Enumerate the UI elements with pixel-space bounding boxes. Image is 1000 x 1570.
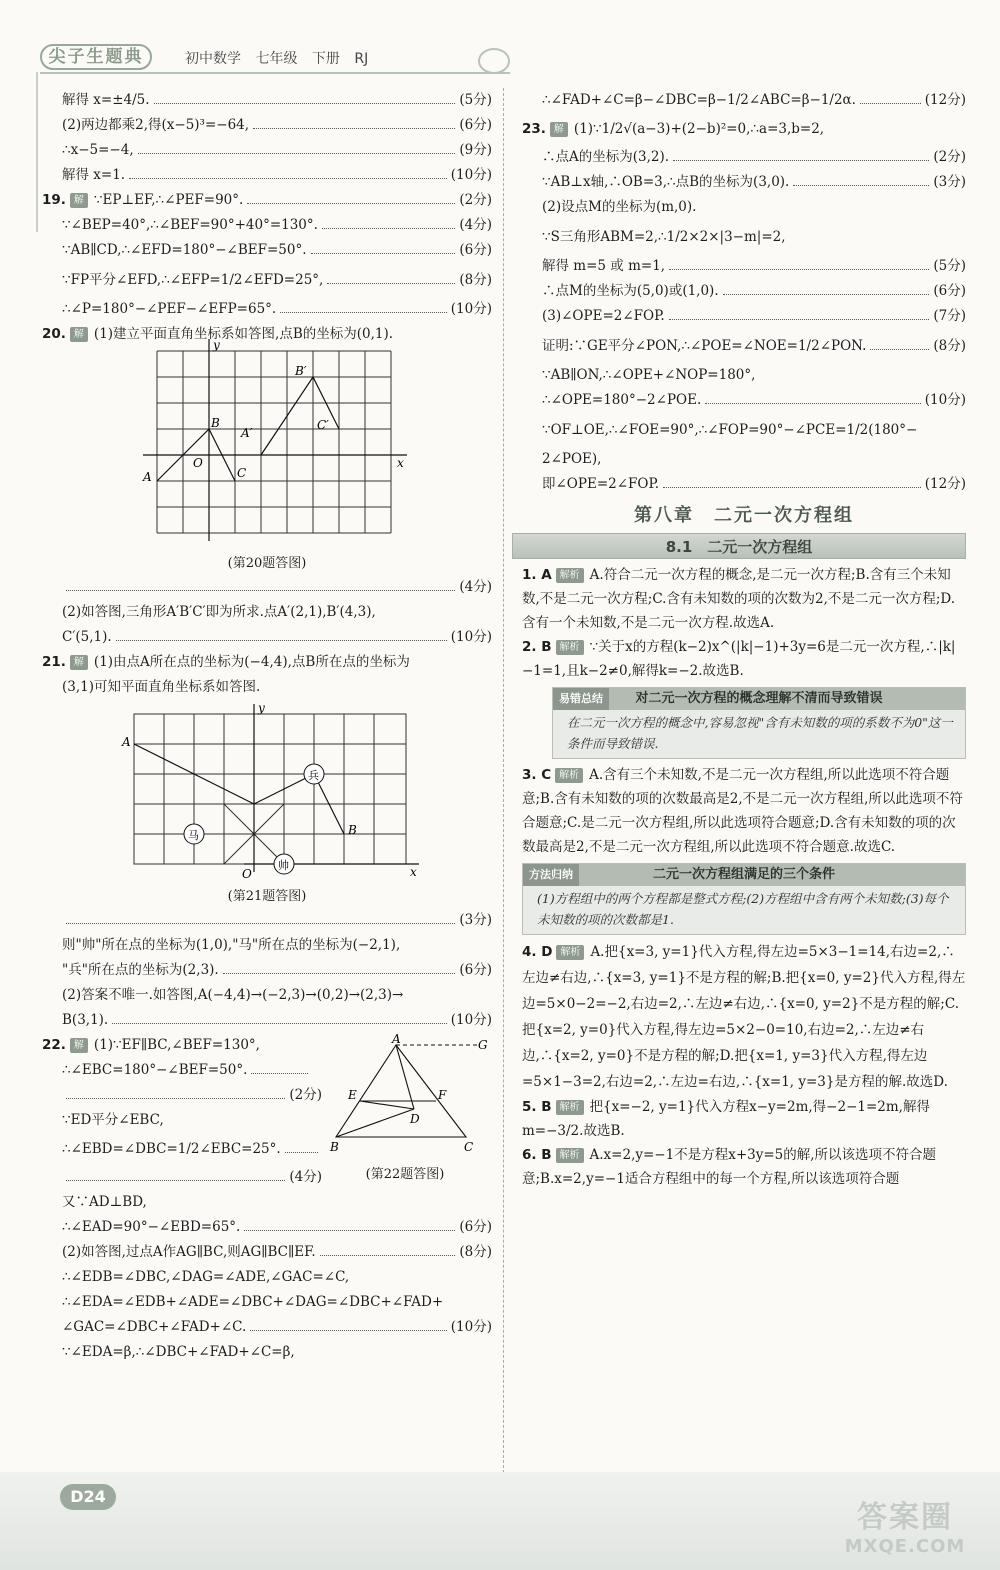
answer-line: 解得 x=1. xyxy=(62,167,126,183)
question-number: 21. xyxy=(42,654,66,670)
q22-triangle-figure xyxy=(330,1032,490,1155)
answer-line: ∴点M的坐标为(5,0)或(1,0). xyxy=(542,283,719,299)
score: (10分) xyxy=(450,301,492,317)
answer-line: 又∵AD⊥BD, xyxy=(62,1194,147,1210)
answer-line: ∴∠EBD=∠DBC=1/2∠EBC=25°. xyxy=(62,1141,281,1157)
score: (4分) xyxy=(459,579,492,595)
label-F: F xyxy=(438,1088,447,1102)
answer-line: ∠GAC=∠DBC+∠FAD+∠C. xyxy=(62,1319,247,1335)
answer-line: (2)两边都乘2,得(x−5)³=−64, xyxy=(62,117,250,133)
watermark-logo xyxy=(820,1500,990,1564)
question-number: 22. xyxy=(42,1037,66,1053)
answer-line: 解得 m=5 或 m=1, xyxy=(542,258,666,274)
score: (6分) xyxy=(459,962,492,978)
label-O: O xyxy=(193,456,203,470)
label-D: D xyxy=(410,1112,420,1126)
score: (10分) xyxy=(450,1319,492,1335)
label-x: x xyxy=(397,456,404,470)
answer-line: (1)∵EF∥BC,∠BEF=130°, xyxy=(93,1037,260,1053)
answer-line: C′(5,1). xyxy=(62,629,112,645)
question-number: 19. xyxy=(42,192,66,208)
q6 xyxy=(522,1143,966,1191)
label-x: x xyxy=(410,865,417,879)
answer-line: ∴∠EBC=180°−∠BEF=50°. xyxy=(62,1062,248,1078)
score: (9分) xyxy=(459,142,492,158)
q18-continued xyxy=(62,88,492,188)
answer-line: ∴∠EAD=90°−∠EBD=65°. xyxy=(62,1219,241,1235)
question-number: 3. C xyxy=(522,767,552,783)
figure-caption: (第21题答图) xyxy=(227,889,307,904)
page-number: D24 xyxy=(60,1484,116,1510)
score: (4分) xyxy=(459,217,492,233)
answer-line: (2)如答图,三角形A′B′C′即为所求.点A′(2,1),B′(4,3), xyxy=(62,604,376,620)
question-number: 23. xyxy=(522,121,546,137)
answer-line: 即∠OPE=2∠FOP. xyxy=(542,476,660,492)
piece-bing: 兵 xyxy=(308,769,319,782)
answer-line: (1)由点A所在点的坐标为(−4,4),点B所在点的坐标为 xyxy=(93,654,410,670)
answer-line: ∴∠OPE=180°−2∠POE. xyxy=(542,392,702,408)
score: (12分) xyxy=(924,92,966,108)
q3 xyxy=(522,763,966,859)
note-body: (1)方程组中的两个方程都是整式方程;(2)方程组中含有两个未知数;(3)每个未知数的项的次数都是1. xyxy=(537,891,949,927)
answer-line: ∴∠EDA=∠EDB+∠ADE=∠DBC+∠DAG=∠DBC+∠FAD+ xyxy=(62,1294,444,1310)
answer-line: ∵∠EDA=β,∴∠DBC+∠FAD+∠C=β, xyxy=(62,1344,295,1360)
page-header xyxy=(40,40,520,74)
question-number: 20. xyxy=(42,326,66,342)
chapter-title: 第八章 二元一次方程组 xyxy=(634,505,854,526)
answer-tag: 解 xyxy=(70,655,88,670)
q20-grid-figure xyxy=(143,338,417,551)
answer-tag: 解 xyxy=(550,122,568,137)
label-y: y xyxy=(213,338,220,352)
answer-text: A.x=2,y=−1不是方程x+3y=5的解,所以该选项不符合题意;B.x=2,y=−1适合方程组中的每一个方程,所以该选项符合题 xyxy=(522,1147,937,1187)
answer-line: (3)∠OPE=2∠FOP. xyxy=(542,308,665,324)
answer-line: 证明:∵GE平分∠PON,∴∠POE=∠NOE=1/2∠PON. xyxy=(542,338,867,354)
note-body: 在二元一次方程的概念中,容易忽视"含有未知数的项的系数不为0"这一条件而导致错误. xyxy=(567,715,953,751)
score: (2分) xyxy=(289,1087,322,1103)
score: (6分) xyxy=(933,283,966,299)
label-B: B xyxy=(211,416,220,430)
watermark-text: 答案圈 xyxy=(857,1500,953,1535)
figure-caption: (第20题答图) xyxy=(227,556,307,571)
label-B: B xyxy=(348,823,357,837)
answer-line: (2)设点M的坐标为(m,0). xyxy=(542,199,697,215)
label-A: A xyxy=(122,735,131,749)
answer-text: A.把{x=3, y=1}代入方程,得左边=5×3−1=14,右边=2,∴左边≠右边,∴{x=3, y=1}不是方程的解;B.把{x=0, y=2}代入方程,得左边=5×0−2=−2,右边=2,∴左边≠右边,∴{x=0, y=2}不是方程的解;C.把{x=2, y=0}代入方程,得左边=5×2−0=10,右边=2,∴左边≠右边,∴{x=2, y=0}不是方程的解;D.把{x=1, y=3}代入方程,得左边=5×1−3=2,右边=2,∴左边=右边,∴{x=1, y=3}是方程的解.故选D. xyxy=(522,944,966,1090)
answer-line: ∵EP⊥EF,∴∠PEF=90°. xyxy=(93,192,244,208)
answer-line: ∵ED平分∠EBC, xyxy=(62,1112,164,1128)
answer-line: ∵AB∥ON,∴∠OPE+∠NOP=180°, xyxy=(542,367,756,383)
answer-line: (3,1)可知平面直角坐标系如答图. xyxy=(62,679,261,695)
answer-line: (1)建立平面直角坐标系如答图,点B的坐标为(0,1). xyxy=(93,326,394,342)
answer-line: ∴∠P=180°−∠PEF−∠EFP=65°. xyxy=(62,301,277,317)
answer-line: ∵S三角形ABM=2,∴1/2×2×|3−m|=2, xyxy=(542,229,786,245)
analysis-tag: 解析 xyxy=(556,1100,584,1115)
answer-line: B(3,1). xyxy=(62,1012,109,1028)
answer-line: "兵"所在点的坐标为(2,3). xyxy=(62,962,219,978)
score: (12分) xyxy=(924,476,966,492)
label-G: G xyxy=(478,1038,488,1052)
answer-text: A.含有三个未知数,不是二元一次方程组,所以此选项不符合题意;B.含有未知数的项的次数最高是2,不是二元一次方程组,所以此选项不符合题意;C.是二元一次方程组,所以此选项符合题意;D.含有未知数的项的次数最高是2,不是二元一次方程组,所以此选项不符合题意.故选C. xyxy=(522,767,963,855)
answer-line: ∵AB⊥x轴,∴OB=3,∴点B的坐标为(3,0). xyxy=(542,174,790,190)
score: (8分) xyxy=(459,1244,492,1260)
answer-line: ∵OF⊥OE,∴∠FOE=90°,∴∠FOP=90°−∠PCE=1/2(180°− xyxy=(542,422,918,438)
q20-figure xyxy=(143,338,417,551)
score: (6分) xyxy=(459,117,492,133)
error-summary-box xyxy=(552,687,966,759)
score: (10分) xyxy=(450,167,492,183)
answer-line: ∵FP平分∠EFD,∴∠EFP=1/2∠EFD=25°, xyxy=(62,272,324,288)
book-logo: 尖子生题典 xyxy=(40,44,152,70)
label-B: B xyxy=(330,1140,339,1154)
score: (5分) xyxy=(933,258,966,274)
left-column xyxy=(42,88,492,1365)
label-O: O xyxy=(242,867,252,881)
column-divider xyxy=(503,88,504,1478)
answer-line: ∴点A的坐标为(3,2). xyxy=(542,149,670,165)
header-ornament xyxy=(478,48,510,74)
answer-line: (1)∵1/2√(a−3)+(2−b)²=0,∴a=3,b=2, xyxy=(573,121,825,137)
analysis-tag: 解析 xyxy=(556,945,584,960)
q5 xyxy=(522,1095,966,1143)
label-C: C xyxy=(464,1140,474,1154)
note-tag: 方法归纳 xyxy=(523,864,579,886)
book-meta: 初中数学 七年级 下册 RJ xyxy=(185,51,369,67)
q20 xyxy=(42,322,492,650)
question-number: 5. B xyxy=(522,1099,552,1115)
answer-line: ∴∠EDB=∠DBC,∠DAG=∠ADE,∠GAC=∠C, xyxy=(62,1269,350,1285)
q21-board-figure xyxy=(122,701,424,884)
piece-shuai: 帅 xyxy=(278,859,289,872)
q22-figure xyxy=(330,1032,490,1182)
label-C: C xyxy=(237,466,247,480)
analysis-tag: 解析 xyxy=(556,1148,584,1163)
q4 xyxy=(522,939,966,1095)
score: (10分) xyxy=(924,392,966,408)
score: (8分) xyxy=(459,272,492,288)
score: (2分) xyxy=(933,149,966,165)
answer-line: ∵∠BEP=40°,∴∠BEF=90°+40°=130°. xyxy=(62,217,318,233)
score: (10分) xyxy=(450,1012,492,1028)
answer-line: 解得 x=±4/5. xyxy=(62,92,150,108)
question-number: 2. B xyxy=(522,639,552,655)
answer-line: (2)答案不唯一.如答图,A(−4,4)→(−2,3)→(0,2)→(2,3)→ xyxy=(62,987,404,1003)
piece-ma: 马 xyxy=(188,829,199,842)
answer-tag: 解 xyxy=(70,327,88,342)
q1 xyxy=(522,563,966,635)
answer-line: 2∠POE), xyxy=(542,451,602,467)
answer-text: 把{x=−2, y=1}代入方程x−y=2m,得−2−1=2m,解得m=−3/2.故选B. xyxy=(522,1099,930,1139)
answer-text: ∵关于x的方程(k−2)x^(|k|−1)+3y=6是二元一次方程,∴|k|−1=1,且k−2≠0,解得k=−2.故选B. xyxy=(522,639,956,679)
note-title: 二元一次方程组满足的三个条件 xyxy=(652,867,835,882)
label-y: y xyxy=(258,701,265,715)
answer-tag: 解 xyxy=(70,1038,88,1053)
question-number: 4. D xyxy=(522,944,553,960)
answer-line: 则"帅"所在点的坐标为(1,0),"马"所在点的坐标为(−2,1), xyxy=(62,937,401,953)
left-frame-line xyxy=(36,72,38,232)
label-A-prime: A′ xyxy=(241,426,253,440)
header-divider xyxy=(40,72,510,74)
score: (10分) xyxy=(450,629,492,645)
question-number: 1. A xyxy=(522,567,552,583)
label-E: E xyxy=(348,1088,357,1102)
label-C-prime: C′ xyxy=(317,418,329,432)
score: (3分) xyxy=(933,174,966,190)
label-B-prime: B′ xyxy=(295,364,307,378)
q2 xyxy=(522,635,966,683)
answer-line: (2)如答图,过点A作AG∥BC,则AG∥BC∥EF. xyxy=(62,1244,316,1260)
score: (6分) xyxy=(459,242,492,258)
answer-tag: 解 xyxy=(70,193,88,208)
score: (6分) xyxy=(459,1219,492,1235)
q23 xyxy=(522,113,966,497)
watermark-url: MXQE.COM xyxy=(844,1536,966,1557)
right-column xyxy=(522,88,966,1191)
answer-line: ∵AB∥CD,∴∠EFD=180°−∠BEF=50°. xyxy=(62,242,307,258)
section-title: 8.1 二元一次方程组 xyxy=(512,533,966,559)
note-title: 对二元一次方程的概念理解不清而导致错误 xyxy=(635,691,883,706)
label-A: A xyxy=(392,1032,401,1046)
score: (4分) xyxy=(289,1169,322,1185)
answer-line: ∴∠FAD+∠C=β−∠DBC=β−1/2∠ABC=β−1/2α. xyxy=(542,92,856,108)
answer-line: ∴x−5=−4, xyxy=(62,142,134,158)
answer-text: A.符合二元一次方程的概念,是二元一次方程;B.含有三个未知数,不是二元一次方程;C.含有未知数的项的次数为2,不是二元一次方程;D.含有一个未知数,不是二元一次方程.故选A. xyxy=(522,567,956,631)
label-A: A xyxy=(143,470,152,484)
analysis-tag: 解析 xyxy=(556,568,584,583)
score: (8分) xyxy=(933,338,966,354)
question-number: 6. B xyxy=(522,1147,552,1163)
score: (3分) xyxy=(459,912,492,928)
figure-caption: (第22题答图) xyxy=(365,1167,445,1182)
score: (2分) xyxy=(459,192,492,208)
note-tag: 易错总结 xyxy=(553,688,609,710)
analysis-tag: 解析 xyxy=(555,768,583,783)
score: (7分) xyxy=(933,308,966,324)
q22 xyxy=(42,1033,492,1365)
analysis-tag: 解析 xyxy=(556,640,584,655)
q19 xyxy=(42,188,492,322)
q21 xyxy=(42,650,492,1033)
score: (5分) xyxy=(459,92,492,108)
q21-figure xyxy=(122,701,424,884)
method-summary-box xyxy=(522,863,966,935)
